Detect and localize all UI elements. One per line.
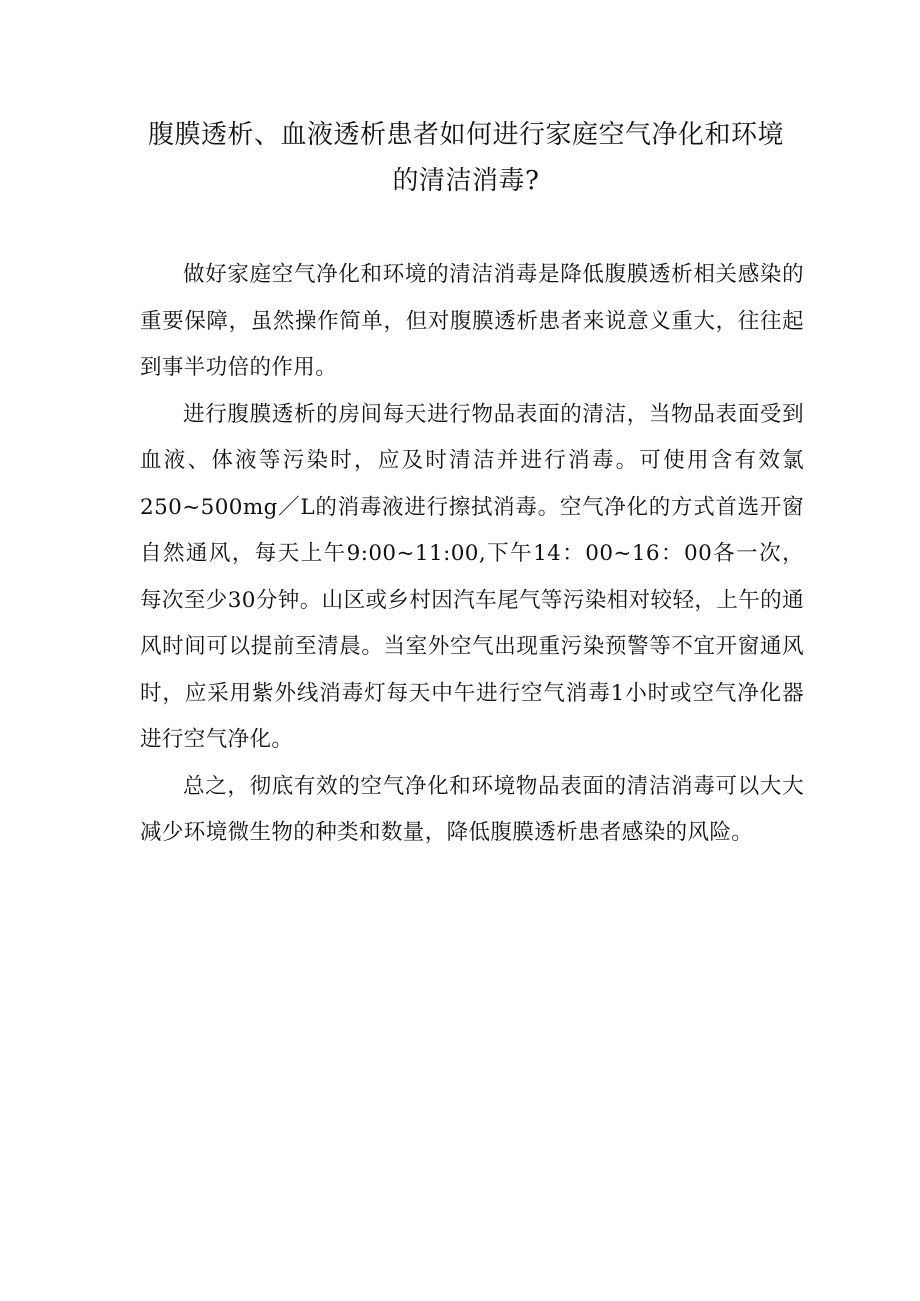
paragraph-methods: 进行腹膜透析的房间每天进行物品表面的清洁，当物品表面受到血液、体液等污染时，应及时清洁并进行消毒。可使用含有效氯250~500mg／L的消毒液进行擦拭消毒。空气净化的方式首选开窗自然通风，每天上午9:00~11:00,下午14：00~16：00各一次，每次至少30分钟。山区或乡村因汽车尾气等污染相对较轻，上午的通风时间可以提前至清晨。当室外空气出现重污染预警等不宜开窗通风时，应采用紫外线消毒灯每天中午进行空气消毒1小时或空气净化器进行空气净化。 (140, 401, 804, 752)
title-line-2: 的清洁消毒? (392, 166, 540, 196)
paragraph-intro: 做好家庭空气净化和环境的清洁消毒是降低腹膜透析相关感染的重要保障，虽然操作简单，但对腹膜透析患者来说意义重大，往往起到事半功倍的作用。 (140, 262, 804, 380)
paragraph-summary: 总之，彻底有效的空气净化和环境物品表面的清洁消毒可以大大减少环境微生物的种类和数量，降低腹膜透析患者感染的风险。 (140, 773, 804, 845)
document-title (120, 112, 812, 204)
title-line-1: 腹膜透析、血液透析患者如何进行家庭空气净化和环境 (147, 120, 784, 150)
document-body (140, 252, 804, 857)
